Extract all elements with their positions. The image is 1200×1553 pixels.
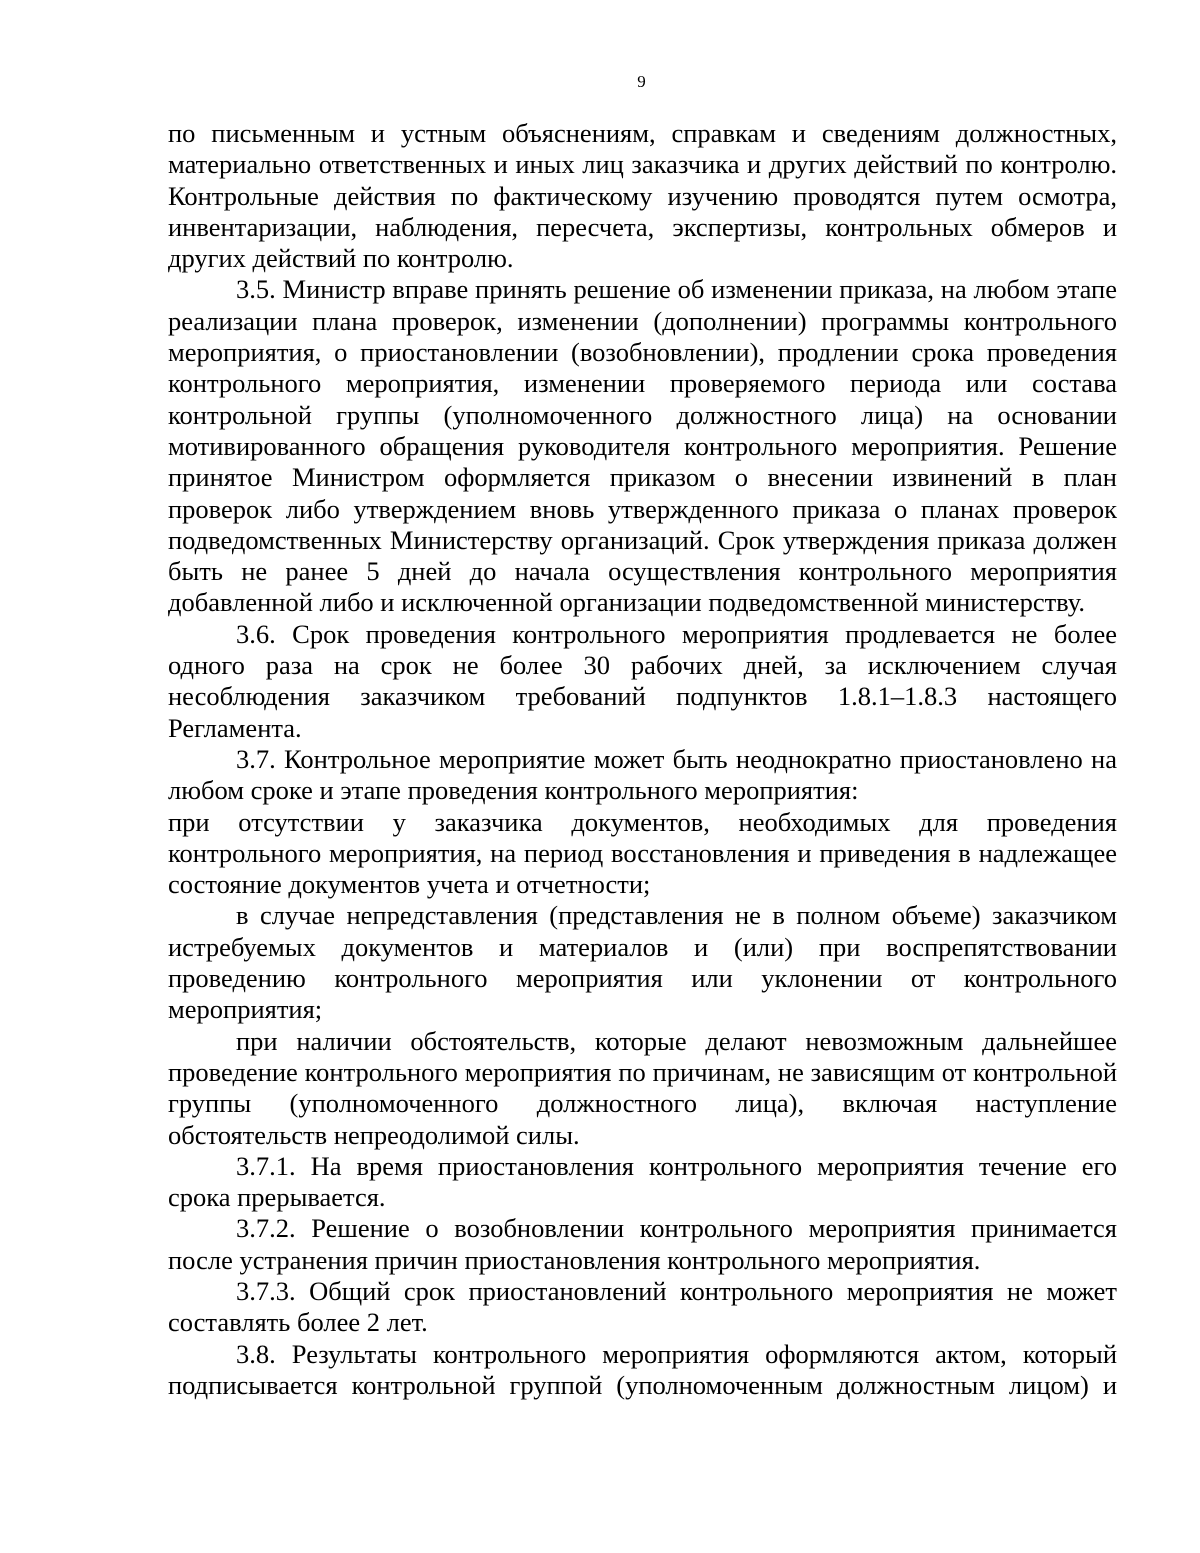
paragraph-3-7-item-absence: при отсутствии у заказчика документов, необходимых для проведения контрольного мероприятия, на период восстановления и приведения в надлежащее состояние документов учета и отчетности; xyxy=(168,806,1117,900)
paragraph-3-5: 3.5. Министр вправе принять решение об изменении приказа, на любом этапе реализации плана проверок, изменении (дополнении) программы контрольного мероприятия, о приостановлении (возобновлении), продлении срока проведения контрольного мероприятия, изменении проверяемого периода или состава контрольной группы (уполномоченного должностного лица) на основании мотивированного обращения руководителя контрольного мероприятия. Решение принятое Министром оформляется приказом о внесении извинений в план проверок либо утверждением вновь утвержденного приказа о планах проверок подведомственных Министерству организаций. Срок утверждения приказа должен быть не ранее 5 дней до начала осуществления контрольного мероприятия добавленной либо и исключенной организации подведомственной министерству. xyxy=(168,274,1117,618)
paragraph-3-7-3: 3.7.3. Общий срок приостановлений контрольного мероприятия не может составлять более 2 лет. xyxy=(168,1275,1117,1338)
page-number: 9 xyxy=(637,72,646,91)
paragraph-3-7-item-nonsubmission: в случае непредставления (представления не в полном объеме) заказчиком истребуемых документов и материалов и (или) при воспрепятствовании проведению контрольного мероприятия или уклонении от контрольного мероприятия; xyxy=(168,900,1117,1025)
paragraph-continuation: по письменным и устным объяснениям, справкам и сведениям должностных, материально ответственных и иных лиц заказчика и других действий по контролю. Контрольные действия по фактическому изучению проводятся путем осмотра, инвентаризации, наблюдения, пересчета, экспертизы, контрольных обмеров и других действий по контролю. xyxy=(168,118,1117,274)
paragraph-3-7: 3.7. Контрольное мероприятие может быть неоднократно приостановлено на любом сроке и этапе проведения контрольного мероприятия: xyxy=(168,743,1117,806)
paragraph-3-8: 3.8. Результаты контрольного мероприятия оформляются актом, который подписывается контрольной группой (уполномоченным должностным лицом) и xyxy=(168,1338,1117,1400)
paragraph-3-6: 3.6. Срок проведения контрольного мероприятия продлевается не более одного раза на срок не более 30 рабочих дней, за исключением случая несоблюдения заказчиком требований подпунктов 1.8.1–1.8.3 настоящего Регламента. xyxy=(168,618,1117,743)
paragraph-3-7-item-circumstances: при наличии обстоятельств, которые делают невозможным дальнейшее проведение контрольного мероприятия по причинам, не зависящим от контрольной группы (уполномоченного должностного лица), включая наступление обстоятельств непреодолимой силы. xyxy=(168,1025,1117,1150)
paragraph-3-7-1: 3.7.1. На время приостановления контрольного мероприятия течение его срока прерывается. xyxy=(168,1150,1117,1213)
paragraph-3-7-2: 3.7.2. Решение о возобновлении контрольного мероприятия принимается после устранения причин приостановления контрольного мероприятия. xyxy=(168,1213,1117,1275)
document-body xyxy=(168,118,1117,1401)
